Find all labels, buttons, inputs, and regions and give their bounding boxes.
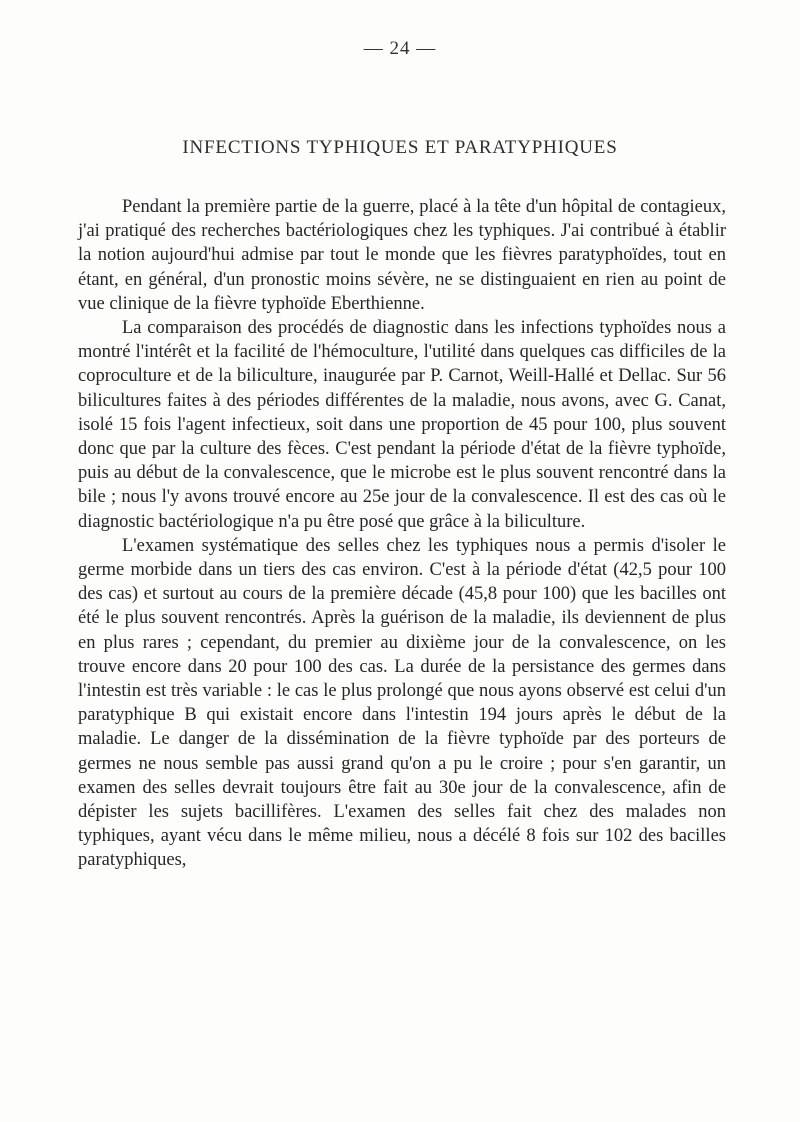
paragraph-3: L'examen systématique des selles chez les typhiques nous a permis d'isoler le germe morbide dans un tiers des cas environ. C'est à la période d'état (42,5 pour 100 des cas) et surtout au cours de la première décade (45,8 pour 100) que les bacilles ont été le plus souvent rencontrés. Après la guérison de la maladie, ils deviennent de plus en plus rares ; cependant, du premier au dixième jour de la convalescence, on les trouve encore dans 20 pour 100 des cas. La durée de la persistance des germes dans l'intestin est très variable : le cas le plus prolongé que nous ayons observé est celui d'un paratyphique B qui existait encore dans l'intestin 194 jours après le début de la maladie. Le danger de la dissémination de la fièvre typhoïde par des porteurs de germes ne nous semble pas aussi grand qu'on a pu le croire ; pour s'en garantir, un examen des selles devrait toujours être fait au 30e jour de la convalescence, afin de dépister les sujets bacillifères. L'examen des selles fait chez des malades non typhiques, ayant vécu dans le même milieu, nous a décélé 8 fois sur 102 des bacilles paratyphiques, xyxy=(78,535,726,871)
section-title: INFECTIONS TYPHIQUES ET PARATYPHIQUES xyxy=(182,137,618,158)
page-number: — 24 — xyxy=(363,38,437,59)
body-text xyxy=(78,195,726,873)
paragraph-2: La comparaison des procédés de diagnostic dans les infections typhoïdes nous a montré l'intérêt et la facilité de l'hémoculture, l'utilité dans quelques cas difficiles de la coproculture et de la biliculture, inaugurée par P. Carnot, Weill-Hallé et Dellac. Sur 56 bilicultures faites à des périodes différentes de la maladie, nous avons, avec G. Canat, isolé 15 fois l'agent infectieux, soit dans une proportion de 45 pour 100, plus souvent donc que par la culture des fèces. C'est pendant la période d'état de la fièvre typhoïde, puis au début de la convalescence, que le microbe est le plus souvent rencontré dans la bile ; nous l'y avons trouvé encore au 25e jour de la convalescence. Il est des cas où le diagnostic bactériologique n'a pu être posé que grâce à la biliculture. xyxy=(78,318,726,532)
paragraph-1: Pendant la première partie de la guerre, placé à la tête d'un hôpital de contagieux, j'ai pratiqué des recherches bactériologiques chez les typhiques. J'ai contribué à établir la notion aujourd'hui admise par tout le monde que les fièvres paratyphoïdes, tout en étant, en général, d'un pronostic moins sévère, ne se distinguaient en rien au point de vue clinique de la fièvre typhoïde Eberthienne. xyxy=(78,197,726,314)
